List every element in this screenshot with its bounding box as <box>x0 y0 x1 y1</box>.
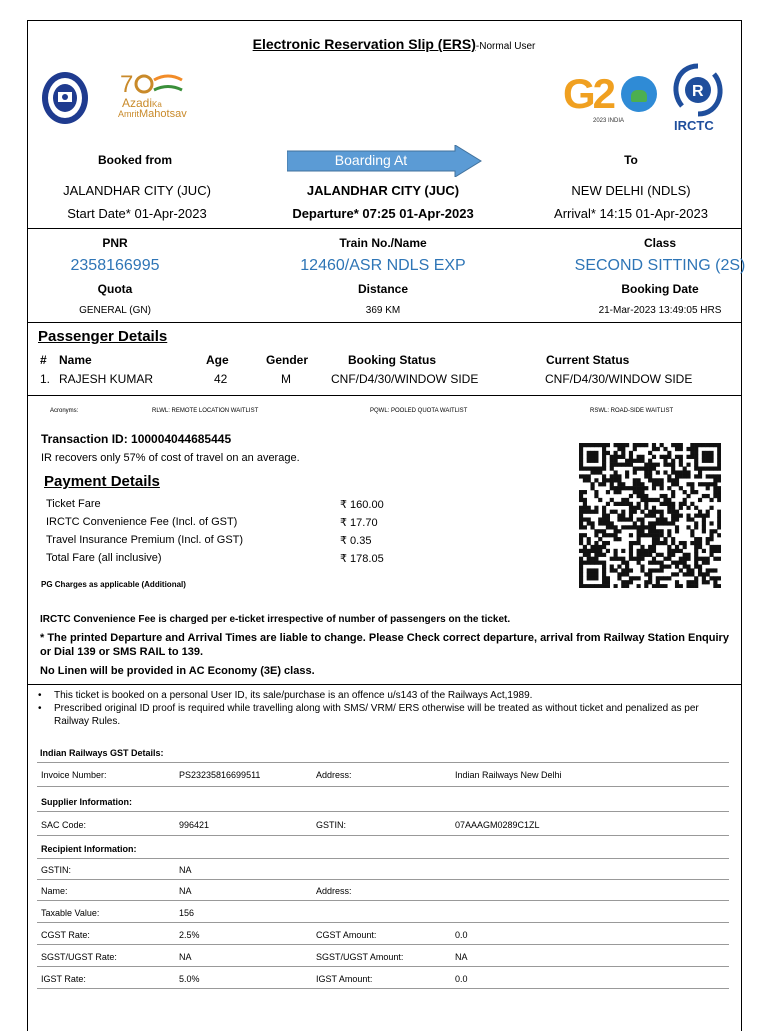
qr-code <box>579 443 721 588</box>
gst-heading: Indian Railways GST Details: <box>40 748 164 758</box>
address-label: Address: <box>316 770 352 780</box>
distance-label: Distance <box>357 282 409 296</box>
arrival-time: Arrival* 14:15 01-Apr-2023 <box>554 206 708 221</box>
azadi-text: AzadiKa <box>122 96 162 110</box>
timing-note: * The printed Departure and Arrival Times are liable to change. Please Check correct departure, arrival from Railway Station Enquiry or Dial 139 or SMS RAIL to 139. <box>40 632 729 658</box>
amrit-text: AmritMahotsav <box>118 108 187 120</box>
booking-date-label: Booking Date <box>621 282 699 296</box>
linen-note: No Linen will be provided in AC Economy (3E) class. <box>40 665 315 677</box>
taxable-label: Taxable Value: <box>41 908 100 918</box>
passenger-gender: M <box>281 372 291 386</box>
irctc-logo <box>666 62 730 138</box>
recipient-gstin-value: NA <box>179 865 192 875</box>
pnr-value: 2358166995 <box>70 257 160 274</box>
ers-header <box>0 36 768 54</box>
distance-value: 369 KM <box>365 305 401 316</box>
divider <box>37 879 729 880</box>
divider <box>27 228 741 229</box>
payment-value-convenience-fee: ₹ 17.70 <box>340 517 378 529</box>
sgst-rate-label: SGST/UGST Rate: <box>41 952 117 962</box>
payment-label-insurance: Travel Insurance Premium (Incl. of GST) <box>46 534 244 546</box>
divider <box>37 762 729 763</box>
payment-value-insurance: ₹ 0.35 <box>340 535 372 547</box>
pnr-label: PNR <box>102 236 128 250</box>
passenger-age: 42 <box>214 372 228 386</box>
igst-amount-value: 0.0 <box>455 974 468 984</box>
recipient-name-label: Name: <box>41 886 68 896</box>
gstin-label: GSTIN: <box>316 820 347 830</box>
passenger-current-status: CNF/D4/30/WINDOW SIDE <box>545 372 693 386</box>
boarding-station: JALANDHAR CITY (JUC) <box>306 183 460 198</box>
sgst-rate-value: NA <box>179 952 192 962</box>
payment-details-heading: Payment Details <box>44 473 160 490</box>
bullet-list <box>38 689 728 728</box>
divider <box>37 786 729 787</box>
boarding-arrow <box>287 145 482 177</box>
from-station: JALANDHAR CITY (JUC) <box>63 183 211 198</box>
taxable-value: 156 <box>179 908 195 918</box>
passenger-details-heading: Passenger Details <box>38 328 168 345</box>
divider <box>27 684 741 685</box>
train-label: Train No./Name <box>339 236 427 250</box>
class-label: Class <box>643 236 677 250</box>
divider <box>37 966 729 967</box>
irctc-text: IRCTC <box>674 118 714 133</box>
payment-label-total: Total Fare (all inclusive) <box>46 552 162 564</box>
divider <box>37 858 729 859</box>
passenger-booking-status: CNF/D4/30/WINDOW SIDE <box>331 372 479 386</box>
list-item: • This ticket is booked on a personal User ID, its sale/purchase is an offence u/s143 of the Railways Act,1989. <box>38 690 533 701</box>
payment-value-total: ₹ 178.05 <box>340 553 384 565</box>
invoice-label: Invoice Number: <box>41 770 107 780</box>
passenger-name: RAJESH KUMAR <box>59 372 154 386</box>
sgst-amount-label: SGST/UGST Amount: <box>316 952 404 962</box>
recipient-address-label: Address: <box>316 886 352 896</box>
acronym-rswl: RSWL: ROAD-SIDE WAITLIST <box>590 408 674 414</box>
globe-icon <box>621 76 657 112</box>
igst-rate-label: IGST Rate: <box>41 974 86 984</box>
cgst-amount-value: 0.0 <box>455 930 468 940</box>
passenger-num: 1. <box>40 372 51 386</box>
to-label: To <box>624 153 638 167</box>
divider <box>27 395 741 396</box>
indian-railways-logo <box>40 70 90 126</box>
passenger-col-age: Age <box>206 353 229 367</box>
sac-label: SAC Code: <box>41 820 87 830</box>
cgst-rate-value: 2.5% <box>179 930 200 940</box>
igst-rate-value: 5.0% <box>179 974 200 984</box>
g20-year-text: 2023 INDIA <box>593 118 625 124</box>
divider <box>37 900 729 901</box>
invoice-value: PS23235816699511 <box>179 770 261 780</box>
recipient-heading: Recipient Information: <box>41 844 137 854</box>
bullet-text: This ticket is booked on a personal User ID, its sale/purchase is an offence u/s143 of the Railways Act,1989. <box>54 690 533 701</box>
quota-value: GENERAL (GN) <box>79 305 151 316</box>
address-value: Indian Railways New Delhi <box>455 770 562 780</box>
recovery-note: IR recovers only 57% of cost of travel on an average. <box>41 452 300 464</box>
supplier-heading: Supplier Information: <box>41 797 132 807</box>
start-date: Start Date* 01-Apr-2023 <box>67 206 207 221</box>
passenger-col-name: Name <box>59 353 92 367</box>
quota-label: Quota <box>97 282 133 296</box>
passenger-col-booking-status: Booking Status <box>348 353 437 367</box>
class-value: SECOND SITTING (2S) <box>574 257 746 274</box>
acronym-pqwl: PQWL: POOLED QUOTA WAITLIST <box>370 408 468 414</box>
gstin-value: 07AAAGM0289C1ZL <box>455 820 540 830</box>
svg-text:7: 7 <box>120 71 134 98</box>
sgst-amount-value: NA <box>455 952 468 962</box>
page-title: Electronic Reservation Slip (ERS) <box>252 36 476 52</box>
passenger-col-num: # <box>40 353 47 367</box>
departure-time: Departure* 07:25 01-Apr-2023 <box>292 206 474 221</box>
train-value: 12460/ASR NDLS EXP <box>300 257 466 274</box>
divider <box>37 944 729 945</box>
boarding-label: Boarding At <box>334 152 408 168</box>
payment-label-ticket-fare: Ticket Fare <box>46 498 101 510</box>
acronyms-label: Acronyms: <box>50 408 79 414</box>
divider <box>27 322 741 323</box>
recipient-gstin-label: GSTIN: <box>41 865 72 875</box>
igst-amount-label: IGST Amount: <box>316 974 373 984</box>
list-item: • Prescribed original ID proof is required while travelling along with SMS/ VRM/ ERS otherwise will be treated as without ticket and penalized as per Railway Rules. <box>38 702 728 728</box>
passenger-col-gender: Gender <box>266 353 309 367</box>
transaction-id: Transaction ID: 100004044685445 <box>41 432 232 446</box>
booked-from-label: Booked from <box>97 153 172 167</box>
divider <box>37 988 729 989</box>
payment-label-convenience-fee: IRCTC Convenience Fee (Incl. of GST) <box>46 516 238 528</box>
convenience-fee-note: IRCTC Convenience Fee is charged per e-ticket irrespective of number of passengers on the ticket. <box>40 614 511 625</box>
sac-value: 996421 <box>179 820 210 830</box>
pg-charges-note: PG Charges as applicable (Additional) <box>41 580 186 589</box>
bullet-text: Prescribed original ID proof is required while travelling along with SMS/ VRM/ ERS otherwise will be treated as without ticket and penalized as per Railway Rules. <box>54 703 699 727</box>
page-subtitle: -Normal User <box>475 41 536 52</box>
g20-logo: G2 2023 INDIA <box>563 70 659 130</box>
payment-value-ticket-fare: ₹ 160.00 <box>340 499 384 511</box>
divider <box>37 922 729 923</box>
svg-text:R: R <box>692 83 704 100</box>
passenger-col-current-status: Current Status <box>546 353 630 367</box>
cgst-rate-label: CGST Rate: <box>41 930 90 940</box>
azadi-ka-amrit-mahotsav-logo <box>118 70 208 125</box>
cgst-amount-label: CGST Amount: <box>316 930 377 940</box>
to-station: NEW DELHI (NDLS) <box>571 183 691 198</box>
acronym-rlwl: RLWL: REMOTE LOCATION WAITLIST <box>152 408 259 414</box>
recipient-name-value: NA <box>179 886 192 896</box>
divider <box>37 835 729 836</box>
divider <box>37 811 729 812</box>
booking-date-value: 21-Mar-2023 13:49:05 HRS <box>598 305 722 316</box>
